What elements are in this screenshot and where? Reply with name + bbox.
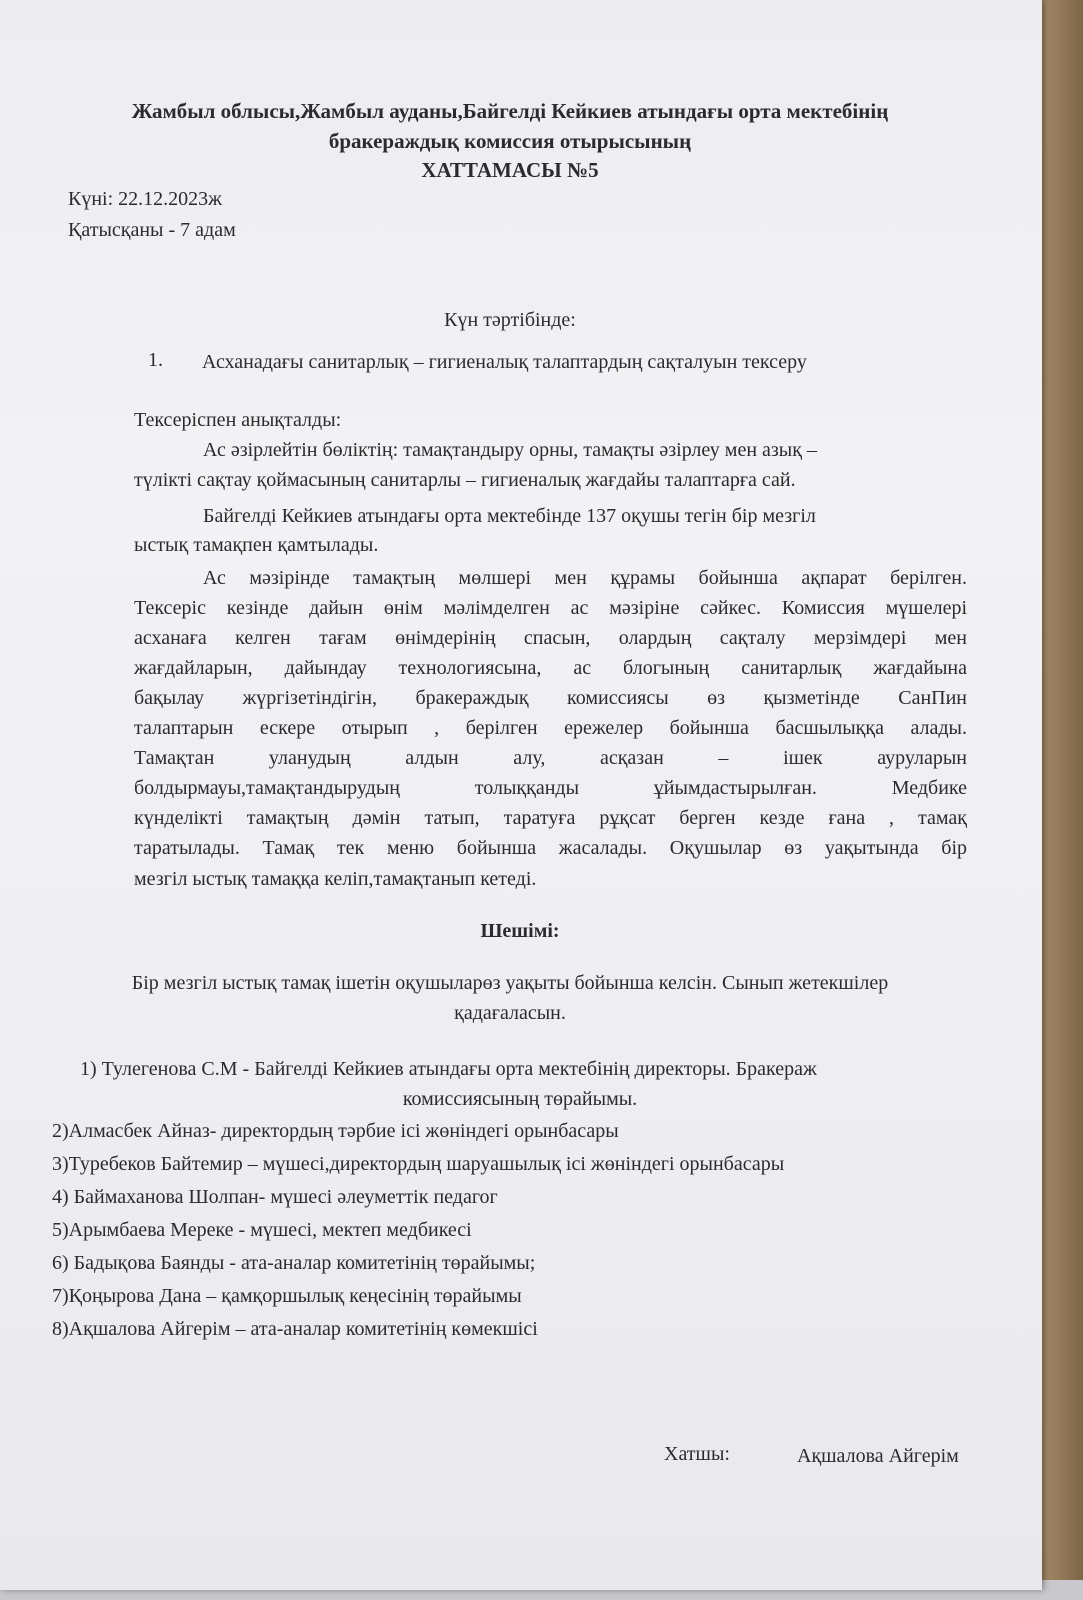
findings-p3-line-4: жағдайларын, дайындау технологиясына, ас блогының санитарлық жағдайына: [134, 657, 967, 679]
findings-p2-line-2: ыстық тамақпен қамтылады.: [134, 534, 379, 556]
member-7: 7)Қоңырова Дана – қамқоршылық кеңесінің төрайымы: [52, 1285, 522, 1307]
findings-p3-line-11: мезгіл ыстық тамаққа келіп,тамақтанып кетеді.: [134, 868, 537, 890]
attendees-count: Қатысқаны - 7 адам: [68, 219, 236, 241]
agenda-title: Күн тәртібінде:: [444, 309, 576, 331]
header-line-2: бракераждық комиссия отырысының: [328, 129, 692, 153]
decision-title: Шешімі:: [480, 920, 560, 942]
findings-p3-line-3: асханаға келген тағам өнімдерінің спасын, олардың сақталу мерзімдері мен: [134, 627, 967, 649]
findings-p3-line-9: күнделікті тамақтың дәмін татып, таратуға рұқсат берген кезде ғана , тамақ: [134, 807, 967, 829]
member-5: 5)Арымбаева Мереке - мүшесі, мектеп медбикесі: [52, 1219, 472, 1241]
findings-p1-line-1: Ас әзірлейтін бөліктің: тамақтандыру орны, тамақты әзірлеу мен азық –: [203, 439, 817, 461]
agenda-item-text: Асханадағы санитарлық – гигиеналық талаптардың сақталуын тексеру: [202, 351, 807, 373]
findings-p3-line-2: Тексеріс кезінде дайын өнім мәлімделген ас мәзіріне сәйкес. Комиссия мүшелері: [134, 597, 967, 619]
member-2: 2)Алмасбек Айназ- директордың тәрбие ісі жөніндегі орынбасары: [52, 1120, 619, 1142]
findings-p3-line-1: Ас мәзірінде тамақтың мөлшері мен құрамы бойынша ақпарат берілген.: [203, 567, 967, 589]
signature-name: Ақшалова Айгерім: [797, 1445, 959, 1467]
findings-p3-line-7: Тамақтан уланудың алдын алу, асқазан – ішек ауруларын: [134, 747, 967, 769]
member-1-line-1: 1) Тулегенова С.М - Байгелді Кейкиев атындағы орта мектебінің директоры. Бракераж: [80, 1058, 817, 1080]
findings-p3-line-5: бақылау жүргізетіндігін, бракераждық комиссиясы өз қызметінде СанПин: [134, 687, 967, 709]
member-1-line-2: комиссиясының төрайымы.: [402, 1088, 638, 1110]
findings-intro: Тексеріспен анықталды:: [134, 409, 342, 431]
signature-label: Хатшы:: [664, 1443, 730, 1465]
findings-p3-line-8: болдырмауы,тамақтандырудың толыққанды ұйымдастырылған. Медбике: [134, 777, 967, 799]
findings-p2-line-1: Байгелді Кейкиев атындағы орта мектебінде 137 оқушы тегін бір мезгіл: [203, 505, 816, 527]
meeting-date: Күні: 22.12.2023ж: [68, 188, 222, 210]
findings-p3-line-6: талаптарын ескере отырып , берілген ережелер бойынша басшылыққа алады.: [134, 717, 967, 739]
member-8: 8)Ақшалова Айгерім – ата-аналар комитетінің көмекшісі: [52, 1318, 538, 1340]
findings-p1-line-2: түлікті сақтау қоймасының санитарлы – гигиеналық жағдайы талаптарға сай.: [134, 469, 796, 491]
header-line-1: Жамбыл облысы,Жамбыл ауданы,Байгелді Кейкиев атындағы орта мектебінің: [131, 99, 889, 123]
member-4: 4) Баймаханова Шолпан- мүшесі әлеуметтік педагог: [52, 1186, 498, 1208]
member-6: 6) Бадықова Баянды - ата-аналар комитетінің төрайымы;: [52, 1252, 536, 1274]
agenda-item-number: 1.: [148, 349, 163, 371]
decision-line-2: қадағаласын.: [454, 1002, 566, 1024]
protocol-title: ХАТТАМАСЫ №5: [421, 158, 599, 182]
decision-line-1: Бір мезгіл ыстық тамақ ішетін оқушыларөз уақыты бойынша келсін. Сынып жетекшілер: [131, 972, 889, 994]
findings-p3-line-10: таратылады. Тамақ тек меню бойынша жасалады. Оқушылар өз уақытында бір: [134, 837, 967, 859]
member-3: 3)Туребеков Байтемир – мүшесі,директордың шаруашылық ісі жөніндегі орынбасары: [52, 1153, 785, 1175]
